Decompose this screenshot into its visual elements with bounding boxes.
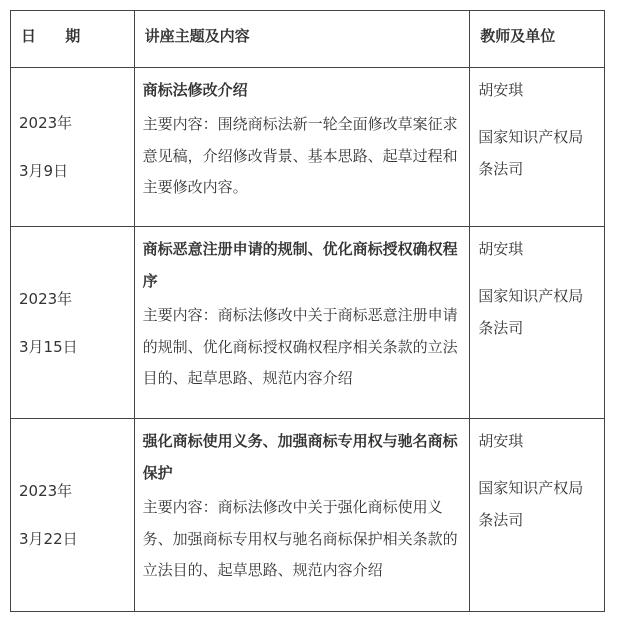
teacher-org: 国家知识产权局条法司 bbox=[478, 287, 584, 337]
topic-content: 主要内容：商标法修改中关于强化商标使用义务、加强商标专用权与驰名商标保护相关条款的立法目的、起草思路、规范内容介绍 bbox=[142, 498, 458, 579]
date-day: 3月9日 bbox=[19, 162, 69, 180]
topic-cell bbox=[134, 227, 470, 419]
teacher-org: 国家知识产权局条法司 bbox=[478, 479, 584, 529]
lecture-schedule-table bbox=[10, 10, 605, 612]
table-row bbox=[11, 419, 605, 612]
teacher-cell bbox=[470, 419, 605, 612]
date-day: 3月15日 bbox=[19, 337, 78, 356]
table-row bbox=[11, 227, 605, 419]
teacher-name: 胡安琪 bbox=[478, 432, 524, 450]
topic-content: 主要内容：围绕商标法新一轮全面修改草案征求意见稿，介绍修改背景、基本思路、起草过程和主要修改内容。 bbox=[142, 115, 458, 196]
topic-title: 强化商标使用义务、加强商标专用权与驰名商标保护 bbox=[142, 432, 458, 482]
teacher-cell bbox=[470, 68, 605, 227]
date-day: 3月22日 bbox=[19, 530, 78, 548]
topic-cell bbox=[134, 68, 470, 227]
date-year: 2023年 bbox=[19, 289, 73, 308]
header-date: 日 期 bbox=[11, 11, 135, 68]
teacher-name: 胡安琪 bbox=[478, 240, 524, 258]
topic-cell bbox=[134, 419, 470, 612]
topic-title: 商标法修改介绍 bbox=[142, 81, 248, 99]
topic-content: 主要内容：商标法修改中关于商标恶意注册申请的规制、优化商标授权确权程序相关条款的立法目的、起草思路、规范内容介绍 bbox=[142, 306, 458, 387]
header-topic: 讲座主题及内容 bbox=[134, 11, 470, 68]
date-cell bbox=[11, 419, 135, 612]
teacher-name: 胡安琪 bbox=[478, 81, 524, 99]
teacher-org: 国家知识产权局条法司 bbox=[478, 128, 584, 178]
table-row bbox=[11, 68, 605, 227]
table-header-row bbox=[11, 11, 605, 68]
header-teacher: 教师及单位 bbox=[470, 11, 605, 68]
date-cell bbox=[11, 68, 135, 227]
date-cell bbox=[11, 227, 135, 419]
teacher-cell bbox=[470, 227, 605, 419]
date-year: 2023年 bbox=[19, 114, 73, 132]
topic-title: 商标恶意注册申请的规制、优化商标授权确权程序 bbox=[142, 240, 458, 290]
date-year: 2023年 bbox=[19, 482, 73, 500]
